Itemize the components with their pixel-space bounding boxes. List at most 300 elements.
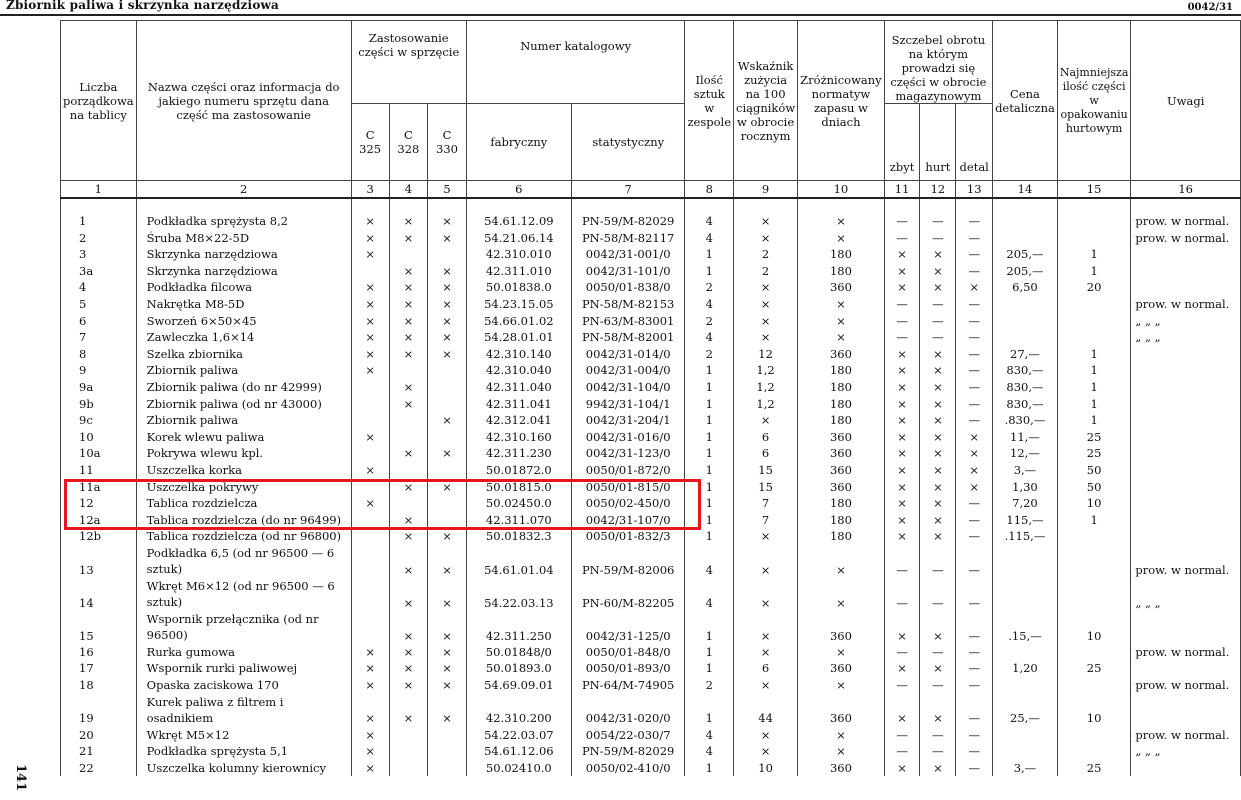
cell-min-qty [1057, 578, 1131, 611]
cell-c330: × [428, 545, 467, 578]
cell-zbyt: × [884, 445, 920, 462]
cell-c325: × [351, 694, 389, 727]
cell-price: 25,— [993, 694, 1058, 727]
cell-stock: 360 [798, 279, 885, 296]
cell-remarks: prow. w normal. [1131, 213, 1241, 230]
table-row [61, 279, 1241, 296]
cell-hurt: — [920, 213, 956, 230]
cell-remarks [1131, 246, 1241, 263]
cell-price: .115,— [993, 528, 1058, 545]
cell-c325: × [351, 346, 389, 363]
cell-remarks [1131, 396, 1241, 413]
cell-detal: — [956, 727, 993, 744]
table-row [61, 230, 1241, 247]
cell-price [993, 545, 1058, 578]
cell-c328: × [389, 213, 428, 230]
cell-factory-number: 54.61.01.04 [466, 545, 571, 578]
cell-price: 115,— [993, 512, 1058, 529]
cell-c330: × [428, 694, 467, 727]
cell-factory-number: 42.311.070 [466, 512, 571, 529]
cell-remarks [1131, 462, 1241, 479]
cell-zbyt: — [884, 230, 920, 247]
cell-stock: × [798, 213, 885, 230]
cell-hurt: × [920, 263, 956, 280]
col-header-application: Zastosowanie części w sprzęcie [351, 21, 466, 104]
table-row [61, 462, 1241, 479]
cell-c330: × [428, 279, 467, 296]
cell-detal: — [956, 743, 993, 760]
cell-zbyt: × [884, 512, 920, 529]
cell-price: 11,— [993, 429, 1058, 446]
cell-c328: × [389, 479, 428, 496]
cell-statistical-number: 0050/01-893/0 [571, 660, 685, 677]
cell-c325: × [351, 213, 389, 230]
cell-name: Kurek paliwa z filtrem i osadnikiem [136, 694, 351, 727]
cell-wear: × [734, 611, 798, 644]
cell-detal: — [956, 396, 993, 413]
header-rule [0, 14, 1241, 16]
cell-wear: 12 [734, 346, 798, 363]
cell-min-qty: 20 [1057, 279, 1131, 296]
cell-c325: × [351, 313, 389, 330]
table-row [61, 611, 1241, 644]
col-number-12: 12 [920, 181, 956, 199]
cell-detal: × [956, 445, 993, 462]
cell-min-qty: 25 [1057, 760, 1131, 777]
cell-c325: × [351, 462, 389, 479]
cell-wear: × [734, 230, 798, 247]
cell-price: 205,— [993, 263, 1058, 280]
cell-wear: 1,2 [734, 362, 798, 379]
cell-c330: × [428, 329, 467, 346]
cell-lp: 7 [61, 329, 137, 346]
cell-name: Pokrywa wlewu kpl. [136, 445, 351, 462]
cell-c328 [389, 246, 428, 263]
cell-remarks [1131, 528, 1241, 545]
cell-stock: × [798, 578, 885, 611]
cell-remarks [1131, 512, 1241, 529]
col-number-1: 1 [61, 181, 137, 199]
cell-factory-number: 42.311.040 [466, 379, 571, 396]
cell-factory-number: 54.69.09.01 [466, 677, 571, 694]
cell-min-qty: 50 [1057, 462, 1131, 479]
cell-zbyt: — [884, 644, 920, 661]
col-header-stock: Zróżnicowany normatyw zapasu w dniach [798, 21, 885, 181]
cell-statistical-number: 0042/31-123/0 [571, 445, 685, 462]
cell-c325: × [351, 296, 389, 313]
cell-stock: 180 [798, 263, 885, 280]
table-row [61, 727, 1241, 744]
cell-remarks [1131, 279, 1241, 296]
cell-c330: × [428, 644, 467, 661]
cell-c330 [428, 760, 467, 777]
cell-remarks: prow. w normal. [1131, 296, 1241, 313]
cell-factory-number: 54.22.03.13 [466, 578, 571, 611]
cell-qty: 1 [685, 412, 734, 429]
cell-wear: 6 [734, 660, 798, 677]
table-row [61, 545, 1241, 578]
cell-factory-number: 50.01832.3 [466, 528, 571, 545]
cell-name: Podkładka sprężysta 8,2 [136, 213, 351, 230]
col-header-c325: C 325 [351, 104, 389, 181]
cell-zbyt: × [884, 379, 920, 396]
cell-c328: × [389, 644, 428, 661]
cell-lp: 3a [61, 263, 137, 280]
cell-name: Śruba M8×22-5D [136, 230, 351, 247]
cell-stock: 180 [798, 379, 885, 396]
cell-qty: 1 [685, 379, 734, 396]
cell-c328 [389, 462, 428, 479]
cell-hurt: × [920, 611, 956, 644]
cell-stock: 180 [798, 512, 885, 529]
cell-wear: × [734, 644, 798, 661]
cell-zbyt: — [884, 677, 920, 694]
cell-c328 [389, 362, 428, 379]
cell-qty: 4 [685, 329, 734, 346]
cell-price: 27,— [993, 346, 1058, 363]
cell-qty: 4 [685, 545, 734, 578]
cell-name: Podkładka sprężysta 5,1 [136, 743, 351, 760]
cell-factory-number: 42.310.200 [466, 694, 571, 727]
cell-price [993, 727, 1058, 744]
cell-hurt: — [920, 743, 956, 760]
cell-zbyt: × [884, 660, 920, 677]
cell-qty: 1 [685, 528, 734, 545]
cell-name: Wspornik rurki paliwowej [136, 660, 351, 677]
cell-wear: 7 [734, 512, 798, 529]
cell-qty: 2 [685, 279, 734, 296]
cell-hurt: × [920, 479, 956, 496]
cell-remarks [1131, 445, 1241, 462]
cell-stock: × [798, 743, 885, 760]
cell-factory-number: 50.02450.0 [466, 495, 571, 512]
cell-factory-number: 42.310.160 [466, 429, 571, 446]
cell-factory-number: 42.312.041 [466, 412, 571, 429]
cell-hurt: × [920, 512, 956, 529]
cell-min-qty [1057, 727, 1131, 744]
table-row [61, 694, 1241, 727]
cell-price [993, 329, 1058, 346]
table-row [61, 644, 1241, 661]
cell-c328: × [389, 545, 428, 578]
cell-c325 [351, 528, 389, 545]
cell-c328: × [389, 313, 428, 330]
table-row [61, 396, 1241, 413]
cell-min-qty: 1 [1057, 362, 1131, 379]
cell-qty: 1 [685, 429, 734, 446]
cell-wear: 10 [734, 760, 798, 777]
cell-zbyt: — [884, 296, 920, 313]
cell-factory-number: 50.01838.0 [466, 279, 571, 296]
cell-remarks [1131, 479, 1241, 496]
table-row [61, 578, 1241, 611]
cell-price [993, 230, 1058, 247]
cell-wear: 44 [734, 694, 798, 727]
cell-detal: — [956, 246, 993, 263]
col-number-6: 6 [466, 181, 571, 199]
cell-hurt: — [920, 545, 956, 578]
cell-remarks: prow. w normal. [1131, 545, 1241, 578]
cell-stock: 180 [798, 412, 885, 429]
cell-c325: × [351, 329, 389, 346]
cell-c330 [428, 379, 467, 396]
cell-price: 6,50 [993, 279, 1058, 296]
col-number-4: 4 [389, 181, 428, 199]
cell-min-qty: 1 [1057, 512, 1131, 529]
cell-detal: — [956, 296, 993, 313]
cell-statistical-number: 0050/01-838/0 [571, 279, 685, 296]
cell-zbyt: — [884, 743, 920, 760]
cell-price [993, 296, 1058, 313]
cell-wear: × [734, 412, 798, 429]
cell-qty: 2 [685, 346, 734, 363]
cell-qty: 1 [685, 495, 734, 512]
cell-stock: 360 [798, 760, 885, 777]
cell-c330: × [428, 296, 467, 313]
cell-hurt: × [920, 660, 956, 677]
cell-statistical-number: 0042/31-125/0 [571, 611, 685, 644]
cell-hurt: × [920, 346, 956, 363]
cell-hurt: — [920, 313, 956, 330]
cell-remarks [1131, 694, 1241, 727]
cell-detal: — [956, 263, 993, 280]
cell-hurt: — [920, 578, 956, 611]
cell-remarks [1131, 429, 1241, 446]
cell-lp: 20 [61, 727, 137, 744]
cell-c330: × [428, 611, 467, 644]
col-header-c330: C 330 [428, 104, 467, 181]
cell-lp: 2 [61, 230, 137, 247]
cell-zbyt: × [884, 246, 920, 263]
col-header-statistical: statystyczny [571, 104, 685, 181]
cell-detal: — [956, 213, 993, 230]
cell-hurt: — [920, 329, 956, 346]
table-row [61, 760, 1241, 777]
col-number-3: 3 [351, 181, 389, 199]
cell-statistical-number: PN-59/M-82029 [571, 213, 685, 230]
cell-statistical-number: 0042/31-204/1 [571, 412, 685, 429]
cell-hurt: × [920, 445, 956, 462]
cell-price: 3,— [993, 760, 1058, 777]
cell-wear: 15 [734, 462, 798, 479]
table-row [61, 313, 1241, 330]
cell-min-qty: 1 [1057, 263, 1131, 280]
cell-c330 [428, 743, 467, 760]
cell-wear: × [734, 329, 798, 346]
cell-min-qty: 1 [1057, 346, 1131, 363]
cell-c325 [351, 445, 389, 462]
cell-wear: × [734, 578, 798, 611]
cell-hurt: × [920, 528, 956, 545]
cell-c330: × [428, 479, 467, 496]
cell-wear: × [734, 213, 798, 230]
cell-statistical-number: PN-59/M-82006 [571, 545, 685, 578]
cell-qty: 4 [685, 213, 734, 230]
cell-detal: — [956, 346, 993, 363]
cell-wear: 7 [734, 495, 798, 512]
cell-price: .15,— [993, 611, 1058, 644]
col-header-min-qty: Najmniejsza ilość części w opakowaniu hurtowym [1057, 21, 1131, 181]
cell-c330: × [428, 213, 467, 230]
cell-name: Podkładka 6,5 (od nr 96500 — 6 sztuk) [136, 545, 351, 578]
cell-statistical-number: 9942/31-104/1 [571, 396, 685, 413]
cell-statistical-number: 0042/31-020/0 [571, 694, 685, 727]
table-row [61, 479, 1241, 496]
cell-c330: × [428, 412, 467, 429]
cell-hurt: — [920, 644, 956, 661]
cell-remarks: prow. w normal. [1131, 677, 1241, 694]
cell-zbyt: × [884, 495, 920, 512]
cell-price: .830,— [993, 412, 1058, 429]
cell-c330: × [428, 313, 467, 330]
cell-detal: — [956, 412, 993, 429]
cell-qty: 1 [685, 362, 734, 379]
cell-lp: 10 [61, 429, 137, 446]
cell-stock: × [798, 644, 885, 661]
cell-qty: 1 [685, 611, 734, 644]
cell-remarks: „ „ „ [1131, 578, 1241, 611]
cell-price [993, 677, 1058, 694]
cell-min-qty [1057, 313, 1131, 330]
cell-wear: × [734, 743, 798, 760]
cell-statistical-number: PN-59/M-82029 [571, 743, 685, 760]
cell-qty: 2 [685, 313, 734, 330]
cell-hurt: × [920, 396, 956, 413]
cell-name: Rurka gumowa [136, 644, 351, 661]
cell-statistical-number: PN-63/M-83001 [571, 313, 685, 330]
cell-zbyt: — [884, 313, 920, 330]
cell-c328: × [389, 379, 428, 396]
cell-min-qty: 25 [1057, 445, 1131, 462]
cell-c325 [351, 545, 389, 578]
cell-hurt: × [920, 760, 956, 777]
cell-remarks [1131, 263, 1241, 280]
cell-c328 [389, 743, 428, 760]
cell-detal: × [956, 429, 993, 446]
table-row [61, 743, 1241, 760]
cell-zbyt: — [884, 213, 920, 230]
cell-c330 [428, 429, 467, 446]
cell-detal: — [956, 545, 993, 578]
cell-factory-number: 54.66.01.02 [466, 313, 571, 330]
cell-c328: × [389, 660, 428, 677]
cell-stock: 180 [798, 396, 885, 413]
cell-lp: 14 [61, 578, 137, 611]
cell-qty: 4 [685, 727, 734, 744]
cell-statistical-number: 0042/31-104/0 [571, 379, 685, 396]
cell-c328: × [389, 263, 428, 280]
cell-name: Szelka zbiornika [136, 346, 351, 363]
cell-stock: 360 [798, 660, 885, 677]
cell-name: Zbiornik paliwa (od nr 43000) [136, 396, 351, 413]
cell-c328 [389, 727, 428, 744]
col-number-11: 11 [884, 181, 920, 199]
cell-qty: 2 [685, 677, 734, 694]
table-row [61, 213, 1241, 230]
cell-zbyt: × [884, 362, 920, 379]
cell-lp: 15 [61, 611, 137, 644]
catalog-code: 0042/31 [1187, 2, 1233, 13]
cell-remarks [1131, 611, 1241, 644]
cell-statistical-number: 0042/31-004/0 [571, 362, 685, 379]
cell-detal: × [956, 462, 993, 479]
cell-lp: 4 [61, 279, 137, 296]
cell-stock: × [798, 296, 885, 313]
cell-stock: 360 [798, 346, 885, 363]
cell-qty: 1 [685, 644, 734, 661]
cell-stock: 360 [798, 429, 885, 446]
col-header-zbyt: zbyt [884, 104, 920, 181]
cell-name: Uszczelka korka [136, 462, 351, 479]
cell-factory-number: 42.311.010 [466, 263, 571, 280]
col-header-detal: detal [956, 104, 993, 181]
cell-factory-number: 54.28.01.01 [466, 329, 571, 346]
cell-c325: × [351, 760, 389, 777]
cell-factory-number: 54.23.15.05 [466, 296, 571, 313]
cell-detal: — [956, 362, 993, 379]
cell-factory-number: 50.01872.0 [466, 462, 571, 479]
cell-name: Korek wlewu paliwa [136, 429, 351, 446]
cell-stock: × [798, 677, 885, 694]
cell-zbyt: × [884, 528, 920, 545]
cell-remarks [1131, 362, 1241, 379]
cell-zbyt: — [884, 545, 920, 578]
cell-c328 [389, 760, 428, 777]
cell-min-qty: 10 [1057, 495, 1131, 512]
cell-price: 830,— [993, 396, 1058, 413]
cell-statistical-number: PN-58/M-82153 [571, 296, 685, 313]
cell-wear: 1,2 [734, 396, 798, 413]
cell-c328: × [389, 396, 428, 413]
cell-zbyt: — [884, 727, 920, 744]
cell-qty: 1 [685, 479, 734, 496]
cell-name: Zbiornik paliwa (do nr 42999) [136, 379, 351, 396]
cell-detal: — [956, 677, 993, 694]
parts-table [60, 20, 1241, 776]
cell-detal: — [956, 329, 993, 346]
cell-lp: 18 [61, 677, 137, 694]
cell-c325: × [351, 279, 389, 296]
cell-factory-number: 42.311.230 [466, 445, 571, 462]
cell-remarks [1131, 660, 1241, 677]
cell-factory-number: 54.21.06.14 [466, 230, 571, 247]
cell-detal: — [956, 578, 993, 611]
cell-c330: × [428, 660, 467, 677]
cell-statistical-number: PN-58/M-82117 [571, 230, 685, 247]
table-row [61, 329, 1241, 346]
cell-hurt: × [920, 246, 956, 263]
cell-stock: 180 [798, 495, 885, 512]
cell-c330: × [428, 346, 467, 363]
cell-name: Zbiornik paliwa [136, 362, 351, 379]
cell-c325 [351, 379, 389, 396]
cell-wear: 6 [734, 445, 798, 462]
cell-remarks: „ „ „ [1131, 313, 1241, 330]
cell-stock: 360 [798, 694, 885, 727]
col-number-9: 9 [734, 181, 798, 199]
cell-wear: × [734, 296, 798, 313]
cell-c328: × [389, 445, 428, 462]
cell-statistical-number: 0050/02-450/0 [571, 495, 685, 512]
cell-zbyt: — [884, 578, 920, 611]
cell-hurt: — [920, 230, 956, 247]
table-row [61, 379, 1241, 396]
cell-stock: 180 [798, 246, 885, 263]
col-header-remarks: Uwagi [1131, 21, 1241, 181]
cell-name: Tablica rozdzielcza (od nr 96800) [136, 528, 351, 545]
cell-name: Uszczelka kolumny kierownicy [136, 760, 351, 777]
cell-min-qty [1057, 329, 1131, 346]
